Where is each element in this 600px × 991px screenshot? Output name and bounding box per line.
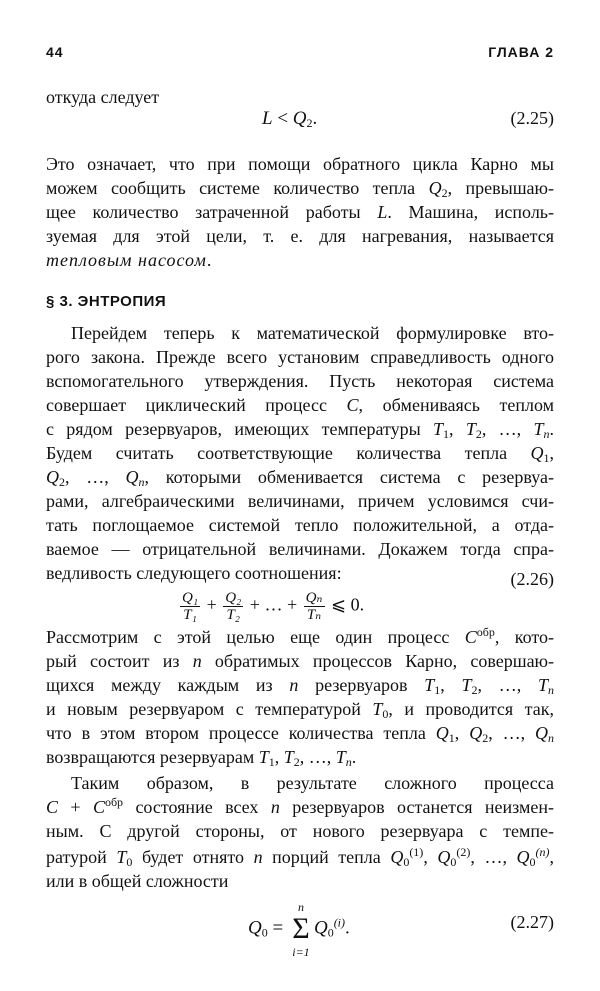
para2-line11: ведливость следующего соотношения: xyxy=(46,563,342,583)
para1-line5: тепловым насосом. xyxy=(46,250,212,270)
equation-number-2-27: (2.27) xyxy=(510,912,554,932)
term-heat-pump: тепловым насосом xyxy=(46,250,207,270)
para4-line4: ратурой $T_0$ будет отнято n порций тепла $Q_0^{(1)}$, $Q_0^{(2)}$, …, $Q_0^{(n)}$, xyxy=(46,845,555,869)
eq-tail: . xyxy=(312,108,318,129)
page-number: 44 xyxy=(46,44,64,60)
lead-text: откуда следует xyxy=(46,87,160,107)
summation-sign: n Σ i=1 xyxy=(292,900,310,959)
para3-line3: щихся между каждым из n резервуаров $T_1$, $T_2$, …, $T_n$ xyxy=(46,675,555,697)
fraction-q2-t2: $\frac{\text{Q₂}}{\text{T₂}}$ xyxy=(225,590,242,623)
para2-line10: ваемое — отрицательной величинами. Докажем тогда спра- xyxy=(46,539,554,559)
equation-2-27: $Q_0$ = n Σ i=1 $Q_0^{(i)}$. xyxy=(248,900,350,959)
equation-2-25 xyxy=(262,108,317,130)
chapter-title: ГЛАВА 2 xyxy=(488,44,554,60)
para1-line1: Это означает, что при помощи обратного цикла Карно мы xyxy=(46,154,554,174)
para1-line3: щее количество затраченной работы L. Машина, исполь- xyxy=(46,202,555,222)
para2-line6: Будем считать соответствующие количества тепла $Q_1$, xyxy=(46,443,554,465)
para4-line1: Таким образом, в результате сложного процесса xyxy=(71,773,554,793)
para2-line2: рого закона. Прежде всего установим справедливость одного xyxy=(46,347,554,367)
para2-line8: рами, алгебраическими величинами, причем условимся счи- xyxy=(46,491,554,511)
para2-line7: $Q_2$, …, $Q_n$, которыми обменивается система с резервуа- xyxy=(46,467,555,489)
fraction-q1-t1: $\frac{\text{Q₁}}{\text{T₁}}$ xyxy=(182,590,199,623)
eq-rel: < xyxy=(277,108,289,129)
para3-line4: и новым резервуаром с температурой $T_0$, и проводится так, xyxy=(46,699,554,721)
para2-line4: совершает циклический процесс C, обмениваясь теплом xyxy=(46,395,554,415)
equation-number-2-26: (2.26) xyxy=(510,569,554,589)
eq-rhs-sub: 2 xyxy=(306,116,313,130)
para3-line1: Рассмотрим с этой целью еще один процесс $C^{обр}$, кото- xyxy=(46,625,554,647)
equation-2-26: $\frac{\text{Q₁}}{\text{T₁}}$ + $\frac{\text{Q₂}}{\text{T₂}}$ + … + $\frac{\text{Qₙ}}{\text{Tₙ}}$ ⩽ 0. xyxy=(182,590,365,623)
para4-line3: ным. С другой стороны, от нового резервуара с темпе- xyxy=(46,821,554,841)
para2-line9: тать поглощаемое системой тепло положительной, а отда- xyxy=(46,515,554,535)
para3-line6: возвращаются резервуарам $T_1$, $T_2$, …, $T_n$. xyxy=(46,747,357,769)
para3-line2: рый состоит из n обратимых процессов Карно, совершаю- xyxy=(46,651,554,671)
eq-lhs: L xyxy=(262,108,273,129)
para4-line2: $C + C^{обр}$ состояние всех n резервуаров останется неизмен- xyxy=(46,795,554,817)
para2-line3: вспомогательного утверждения. Пусть некоторая система xyxy=(46,371,554,391)
para2-line1: Перейдем теперь к математической формулировке вто- xyxy=(71,323,554,343)
para4-line5: или в общей сложности xyxy=(46,871,229,891)
equation-number-2-25: (2.25) xyxy=(510,108,554,128)
para1-line2: можем сообщить системе количество тепла $Q_2$, превышаю- xyxy=(46,178,554,200)
para2-line5: с рядом резервуаров, имеющих температуры $T_1$, $T_2$, …, $T_n$. xyxy=(46,419,555,441)
eq-rhs: Q xyxy=(292,108,307,129)
section-heading: § 3. ЭНТРОПИЯ xyxy=(46,293,167,310)
para1-line4: зуемая для этой цели, т. е. для нагревания, называется xyxy=(46,226,554,246)
fraction-qn-tn: $\frac{\text{Qₙ}}{\text{Tₙ}}$ xyxy=(305,590,323,623)
para3-line5: что в этом втором процессе количества тепла $Q_1$, $Q_2$, …, $Q_n$ xyxy=(46,723,555,745)
